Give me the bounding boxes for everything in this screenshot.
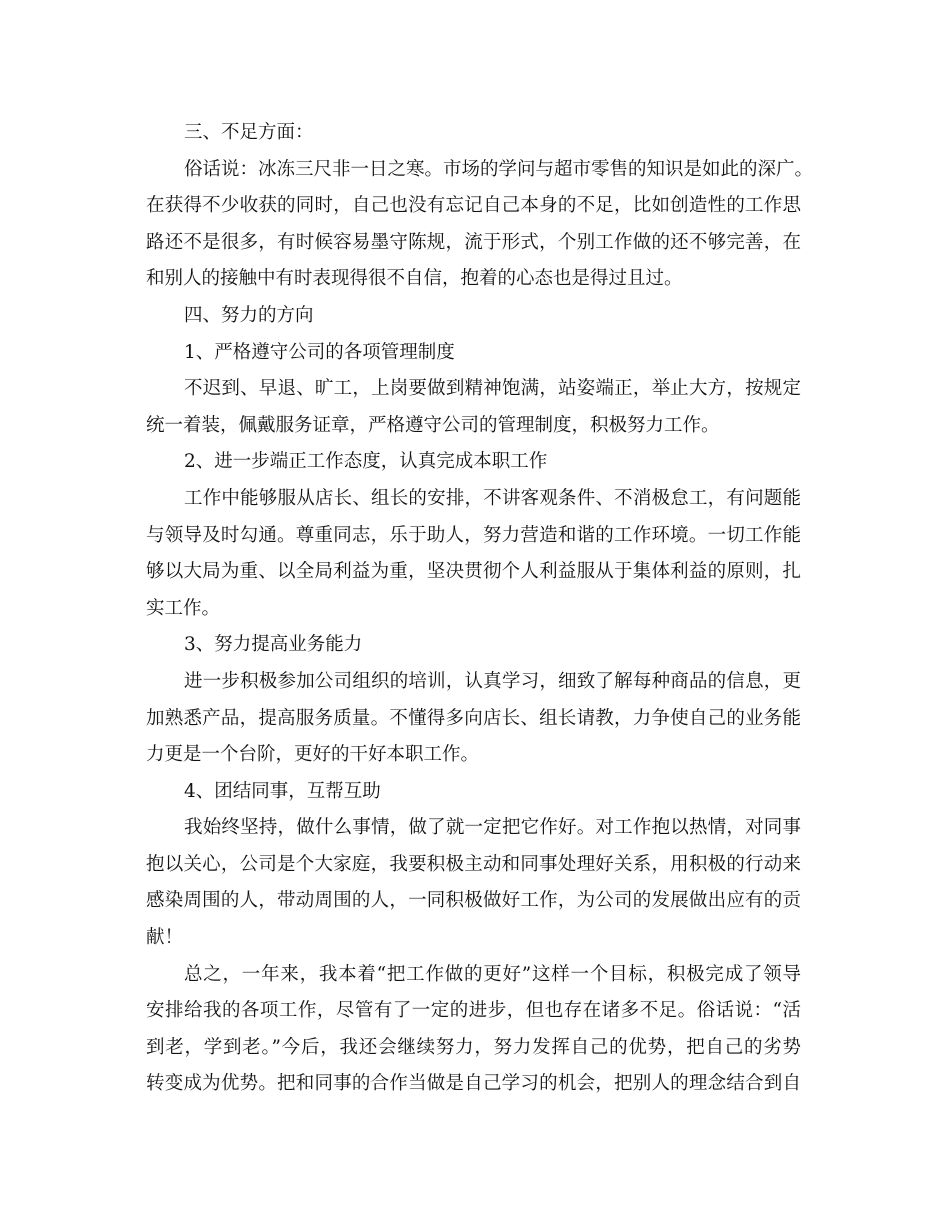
paragraph-line: 与领导及时勾通。尊重同志，乐于助人，努力营造和谐的工作环境。一切工作能 xyxy=(146,524,801,546)
section-heading-shortcomings: 三、不足方面： xyxy=(184,122,314,143)
paragraph-line: 统一着装，佩戴服务证章，严格遵守公司的管理制度，积极努力工作。 xyxy=(146,414,720,436)
subheading-item-4: 4、团结同事，互帮互助 xyxy=(184,780,381,802)
paragraph-line: 不迟到、早退、旷工，上岗要做到精神饱满，站姿端正，举止大方，按规定 xyxy=(184,378,801,400)
paragraph-line: 和别人的接触中有时表现得很不自信，抱着的心态也是得过且过。 xyxy=(146,268,683,290)
paragraph-line: 实工作。 xyxy=(146,597,221,619)
paragraph-line: 路还不是很多，有时候容易墨守陈规，流于形式，个别工作做的还不够完善，在 xyxy=(146,231,801,253)
paragraph-line: 到老，学到老。”今后，我还会继续努力，努力发挥自己的优势，把自己的劣势 xyxy=(146,1036,801,1058)
paragraph-line: 进一步积极参加公司组织的培训，认真学习，细致了解每种商品的信息，更 xyxy=(184,670,801,692)
paragraph-line: 转变成为优势。把和同事的合作当做是自己学习的机会，把别人的理念结合到自 xyxy=(146,1073,801,1095)
paragraph-line: 俗话说：冰冻三尺非一日之寒。市场的学问与超市零售的知识是如此的深广。 xyxy=(184,158,814,180)
paragraph-line: 感染周围的人，带动周围的人，一同积极做好工作，为公司的发展做出应有的贡 xyxy=(146,890,801,912)
paragraph-line: 力更是一个台阶，更好的干好本职工作。 xyxy=(146,744,480,766)
document-body xyxy=(146,115,814,1103)
paragraph-line: 抱以关心，公司是个大家庭，我要积极主动和同事处理好关系，用积极的行动来 xyxy=(146,853,801,875)
subheading-item-3: 3、努力提高业务能力 xyxy=(184,634,363,656)
subheading-item-2: 2、进一步端正工作态度，认真完成本职工作 xyxy=(184,451,548,473)
paragraph-line: 工作中能够服从店长、组长的安排，不讲客观条件、不消极怠工，有问题能 xyxy=(184,487,801,509)
paragraph-line: 够以大局为重、以全局利益为重，坚决贯彻个人利益服从于集体利益的原则，扎 xyxy=(146,561,801,583)
paragraph-line: 献！ xyxy=(146,927,184,949)
section-heading-direction: 四、努力的方向 xyxy=(184,304,314,326)
paragraph-line: 总之，一年来，我本着“把工作做的更好”这样一个目标，积极完成了领导 xyxy=(184,963,801,985)
paragraph-line: 在获得不少收获的同时，自己也没有忘记自己本身的不足，比如创造性的工作思 xyxy=(146,195,801,217)
subheading-item-1: 1、严格遵守公司的各项管理制度 xyxy=(184,341,455,363)
paragraph-line: 加熟悉产品，提高服务质量。不懂得多向店长、组长请教，力争使自己的业务能 xyxy=(146,707,801,729)
paragraph-line: 我始终坚持，做什么事情，做了就一定把它作好。对工作抱以热情，对同事 xyxy=(184,817,801,839)
paragraph-line: 安排给我的各项工作，尽管有了一定的进步，但也存在诸多不足。俗话说：“活 xyxy=(146,1000,801,1022)
